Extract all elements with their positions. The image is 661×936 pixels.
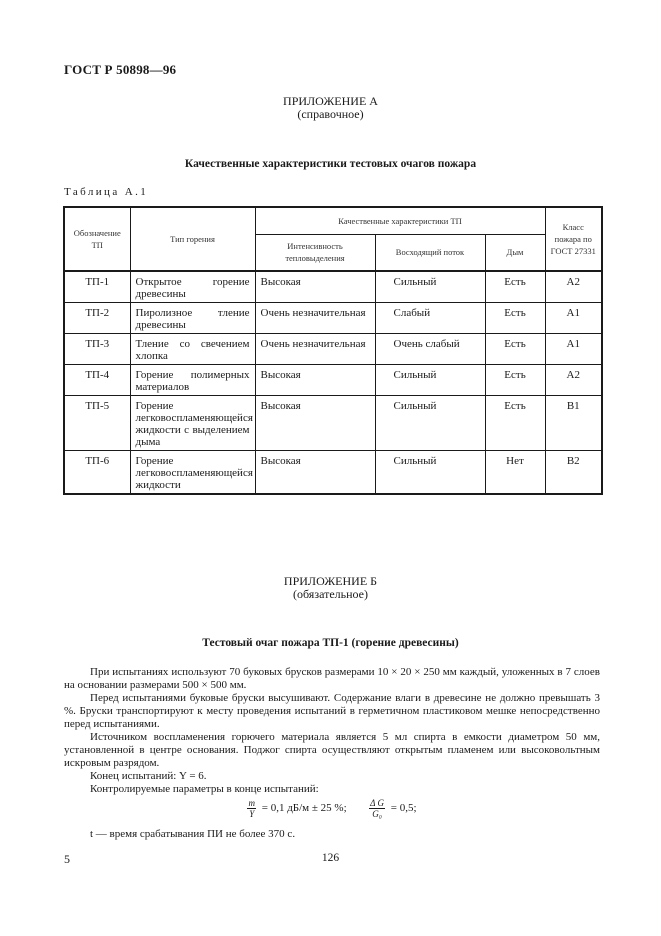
header-heat-intensity: Интенсивность тепловыделения (255, 234, 375, 271)
table-row (64, 271, 602, 303)
appendix-b-body (64, 666, 600, 796)
cell-updraft: Слабый (375, 303, 485, 334)
cell-type: Горение легковоспламеняющейся жидкости (130, 451, 255, 495)
cell-smoke: Есть (485, 365, 545, 396)
header-designation: Обозначение ТП (64, 207, 130, 271)
cell-type: Тление со свечением хлопка (130, 334, 255, 365)
table-row (64, 396, 602, 451)
cell-code: ТП-3 (64, 334, 130, 365)
cell-smoke: Есть (485, 303, 545, 334)
table-caption: Таблица А.1 (64, 186, 149, 198)
document-code: ГОСТ Р 50898—96 (64, 62, 177, 77)
cell-type: Пиролизное тление древесины (130, 303, 255, 334)
header-burning-type: Тип горения (130, 207, 255, 271)
appendix-a-subtitle: (справочное) (297, 107, 364, 121)
fraction-numerator: m (248, 798, 255, 808)
appendix-b-heading (0, 575, 661, 601)
fraction-dg-over-g0 (369, 798, 385, 819)
left-page-number: 5 (64, 852, 70, 866)
cell-type: Открытое горение древесины (130, 271, 255, 303)
cell-code: ТП-6 (64, 451, 130, 495)
appendix-a-heading (0, 95, 661, 121)
cell-code: ТП-1 (64, 271, 130, 303)
cell-type: Горение полимерных материалов (130, 365, 255, 396)
paragraph: Конец испытаний: Y = 6. (90, 770, 207, 782)
cell-intensity: Очень незначительная (255, 303, 375, 334)
cell-intensity: Высокая (255, 451, 375, 495)
cell-smoke: Есть (485, 334, 545, 365)
fraction-denominator: Y (249, 809, 255, 819)
cell-class: А2 (545, 365, 602, 396)
cell-class: В2 (545, 451, 602, 495)
test-fires-table (63, 206, 603, 495)
cell-intensity: Высокая (255, 365, 375, 396)
cell-smoke: Есть (485, 271, 545, 303)
cell-updraft: Сильный (375, 396, 485, 451)
cell-class: А1 (545, 334, 602, 365)
table-row (64, 365, 602, 396)
fraction-m-over-y (247, 798, 256, 819)
control-formula (0, 798, 661, 819)
table-row (64, 451, 602, 495)
fraction-denominator: G₀ (372, 809, 382, 819)
cell-code: ТП-2 (64, 303, 130, 334)
appendix-b-title: ПРИЛОЖЕНИЕ Б (283, 574, 378, 588)
formula-part: = 0,1 дБ/м ± 25 %; (261, 802, 347, 815)
appendix-b-subtitle: (обязательное) (293, 587, 368, 601)
cell-code: ТП-4 (64, 365, 130, 396)
cell-updraft: Сильный (375, 365, 485, 396)
cell-intensity: Высокая (255, 396, 375, 451)
paragraph: При испытаниях используют 70 буковых брусков размерами 10 × 20 × 250 мм каждый, уложенных в 7 слоев на основании размерами 500 × 500 мм. (64, 666, 600, 691)
cell-class: А1 (545, 303, 602, 334)
paragraph: Источником воспламенения горючего материала является 5 мл спирта в емкости диаметром 50 мм, установленной в центре основания. Поджог спирта осуществляют открытым пламенем или высоковольтным искровым разрядом. (64, 731, 600, 769)
cell-code: ТП-5 (64, 396, 130, 451)
page-number: 126 (321, 852, 340, 864)
table-row (64, 334, 602, 365)
fraction-numerator: Δ G (370, 798, 384, 808)
cell-smoke: Нет (485, 451, 545, 495)
appendix-a-title: ПРИЛОЖЕНИЕ А (283, 94, 378, 108)
appendix-a-section-title: Качественные характеристики тестовых очагов пожара (184, 158, 477, 170)
time-limit-line: t — время срабатывания ПИ не более 370 с. (90, 828, 296, 840)
cell-intensity: Очень незначительная (255, 334, 375, 365)
header-qualitative: Качественные характеристики ТП (255, 207, 545, 234)
cell-updraft: Сильный (375, 271, 485, 303)
formula-part: = 0,5; (390, 802, 417, 815)
cell-type: Горение легковоспламеняющейся жидкости с выделением дыма (130, 396, 255, 451)
cell-class: В1 (545, 396, 602, 451)
cell-updraft: Очень слабый (375, 334, 485, 365)
appendix-b-section-title: Тестовый очаг пожара ТП-1 (горение древесины) (202, 637, 459, 649)
paragraph: Перед испытаниями буковые бруски высушивают. Содержание влаги в древесине не должно превышать 3 %. Бруски транспортируют к месту проведения испытаний в герметичном пластиковом мешке непосредственно перед испытаниями. (64, 692, 600, 730)
cell-intensity: Высокая (255, 271, 375, 303)
cell-class: А2 (545, 271, 602, 303)
table-row (64, 303, 602, 334)
paragraph: Контролируемые параметры в конце испытаний: (90, 783, 319, 795)
header-fire-class: Класс пожара по ГОСТ 27331 (545, 207, 602, 271)
header-smoke: Дым (485, 234, 545, 271)
cell-updraft: Сильный (375, 451, 485, 495)
cell-smoke: Есть (485, 396, 545, 451)
header-updraft: Восходящий поток (375, 234, 485, 271)
